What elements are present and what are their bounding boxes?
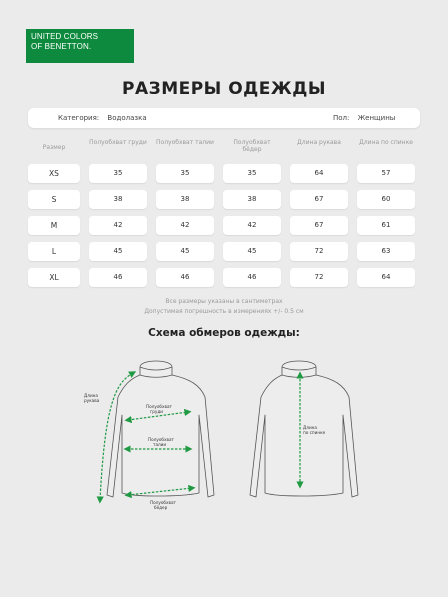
measurement-diagram — [0, 345, 448, 545]
cell-sleeve: 67 — [290, 216, 348, 235]
header-hips: Полуобхват бёдер — [233, 139, 271, 153]
table-row — [28, 268, 420, 291]
header-size: Размер — [42, 144, 66, 151]
cell-back-length: 64 — [357, 268, 415, 287]
cell-hips: 42 — [223, 216, 281, 235]
cell-sleeve: 64 — [290, 164, 348, 183]
cell-size: XL — [28, 268, 80, 287]
chest-label-1: Полуобхват — [146, 404, 172, 409]
cell-waist: 38 — [156, 190, 214, 209]
note-tolerance: Допустимая погрешность в измерениях +/- 0.5 см — [144, 307, 304, 315]
cell-hips: 35 — [223, 164, 281, 183]
cell-waist: 35 — [156, 164, 214, 183]
header-chest: Полуобхват груди — [89, 139, 147, 146]
cell-back-length: 57 — [357, 164, 415, 183]
waist-label-1: Полуобхват — [148, 437, 174, 442]
header-sleeve: Длина рукава — [297, 139, 341, 146]
size-table-header — [28, 140, 420, 164]
cell-sleeve: 67 — [290, 190, 348, 209]
cell-chest: 42 — [89, 216, 147, 235]
cell-back-length: 60 — [357, 190, 415, 209]
cell-waist: 42 — [156, 216, 214, 235]
back-label-2: по спинке — [303, 430, 326, 435]
cell-chest: 45 — [89, 242, 147, 261]
cell-size: L — [28, 242, 80, 261]
cell-sleeve: 72 — [290, 242, 348, 261]
table-row — [28, 190, 420, 213]
cell-size: XS — [28, 164, 80, 183]
table-row — [28, 216, 420, 239]
brand-line-1: UNITED COLORS — [31, 32, 99, 41]
sleeve-label-1: Длина — [84, 393, 98, 398]
category-label: Категория: — [58, 114, 100, 122]
page-title: РАЗМЕРЫ ОДЕЖДЫ — [122, 79, 326, 99]
gender-label: Пол: — [333, 114, 350, 122]
cell-chest: 38 — [89, 190, 147, 209]
category-bar — [28, 108, 420, 128]
cell-sleeve: 72 — [290, 268, 348, 287]
brand-logo — [26, 29, 134, 63]
note-units: Все размеры указаны в сантиметрах — [165, 298, 283, 305]
cell-chest: 46 — [89, 268, 147, 287]
brand-line-2: OF BENETTON. — [31, 41, 92, 51]
table-row — [28, 242, 420, 265]
size-table — [28, 140, 420, 294]
cell-hips: 45 — [223, 242, 281, 261]
table-row — [28, 164, 420, 187]
category-info — [58, 114, 147, 122]
category-value: Водолазка — [107, 114, 147, 122]
hips-label-1: Полуобхват — [150, 500, 176, 505]
scheme-title: Схема обмеров одежды: — [148, 327, 300, 339]
cell-hips: 38 — [223, 190, 281, 209]
cell-waist: 46 — [156, 268, 214, 287]
cell-chest: 35 — [89, 164, 147, 183]
cell-hips: 46 — [223, 268, 281, 287]
measurement-notes — [0, 297, 448, 316]
back-label-1: Длина — [303, 425, 317, 430]
cell-size: M — [28, 216, 80, 235]
cell-size: S — [28, 190, 80, 209]
gender-value: Женщины — [357, 114, 396, 122]
header-waist: Полуобхват талии — [156, 139, 214, 146]
header-back-length: Длина по спинке — [359, 139, 413, 146]
measurement-diagram-svg — [0, 345, 448, 545]
gender-info — [333, 114, 395, 122]
chest-label-2: груди — [150, 409, 163, 414]
cell-back-length: 63 — [357, 242, 415, 261]
sleeve-label-2: рукава — [84, 398, 100, 403]
hips-label-2: бёдер — [154, 505, 168, 510]
waist-label-2: талии — [153, 442, 167, 447]
size-table-body — [28, 164, 420, 291]
cell-back-length: 61 — [357, 216, 415, 235]
cell-waist: 45 — [156, 242, 214, 261]
